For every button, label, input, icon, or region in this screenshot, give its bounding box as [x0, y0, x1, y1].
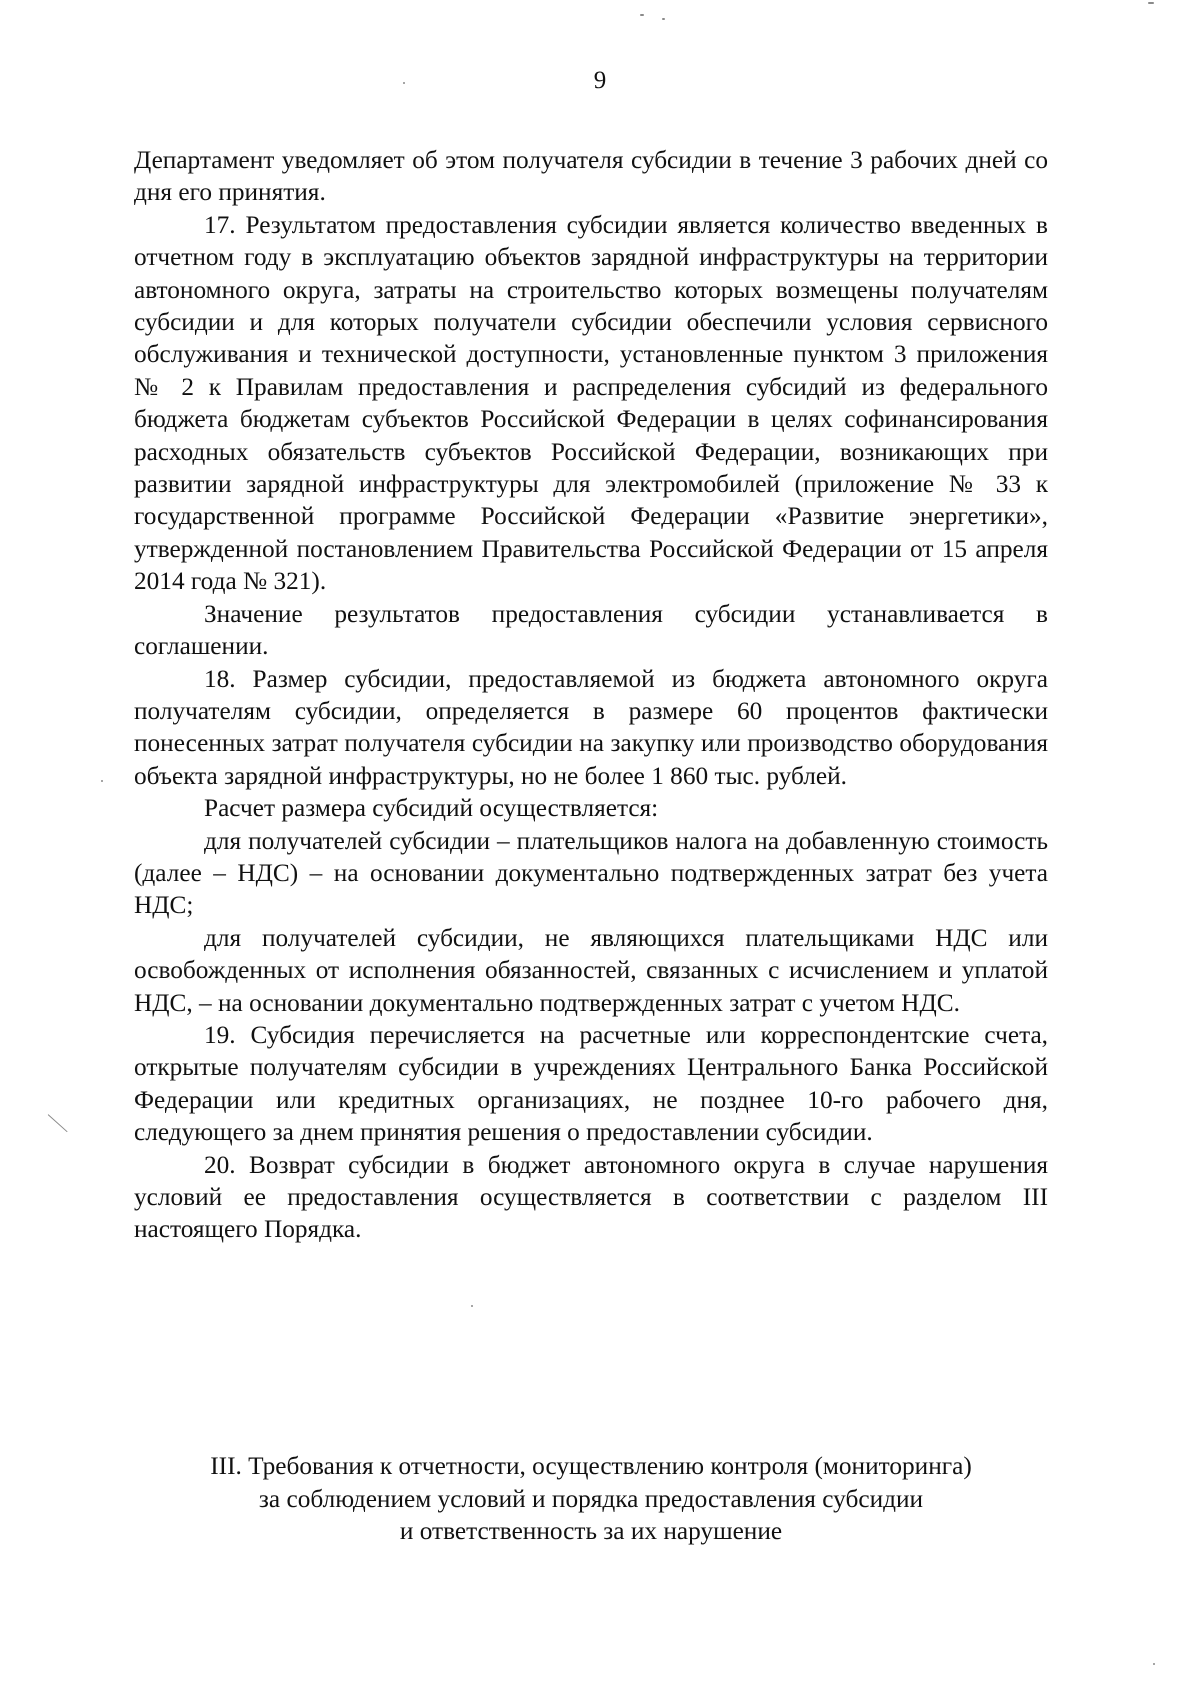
paragraph-18-vat-payers: для получателей субсидии – плательщиков налога на добавленную стоимость (далее – НДС) – на основании документально подтвержденных затрат без учета НДС;: [134, 826, 1048, 920]
section-heading-line-3: и ответственность за их нарушение: [399, 1517, 783, 1546]
document-body: [134, 144, 1048, 1246]
paragraph-20-return: 20. Возврат субсидии в бюджет автономного округа в случае нарушения условий ее предоставления осуществляется в соответствии с разделом III настоящего Порядка.: [134, 1150, 1048, 1244]
scan-speck: [640, 14, 644, 16]
section-heading-line-1: III. Требования к отчетности, осуществлению контроля (мониторинга): [210, 1452, 972, 1480]
scan-speck: [471, 1305, 473, 1307]
scan-speck: [1148, 2, 1154, 4]
scan-speck: [101, 780, 103, 782]
paragraph-18-amount: 18. Размер субсидии, предоставляемой из бюджета автономного округа получателям субсидии, определяется в размере 60 процентов фактически понесенных затрат получателя субсидии на закупку или производство оборудования объекта зарядной инфраструктуры, но не более 1 860 тыс. рублей.: [134, 664, 1048, 790]
paragraph-18-non-vat-payers: для получателей субсидии, не являющихся плательщиками НДС или освобожденных от исполнения обязанностей, связанных с исчислением и уплатой НДС, – на основании документально подтвержденных затрат с учетом НДС.: [134, 923, 1048, 1017]
paragraph-17-result: 17. Результатом предоставления субсидии является количество введенных в отчетном году в эксплуатацию объектов зарядной инфраструктуры на территории автономного округа, затраты на строительство которых возмещены получателям субсидии и для которых получатели субсидии обеспечили условия сервисного обслуживания и технической доступности, установленные пунктом 3 приложения № 2 к Правилам предоставления и распределения субсидий из федерального бюджета бюджетам субъектов Российской Федерации в целях софинансирования расходных обязательств субъектов Российской Федерации, возникающих при развитии зарядной инфраструктуры для электромобилей (приложение № 33 к государственной программе Российской Федерации «Развитие энергетики», утвержденной постановлением Правительства Российской Федерации от 15 апреля 2014 года № 321).: [134, 210, 1048, 596]
section-heading-line-2: за соблюдением условий и порядка предоставления субсидии: [258, 1484, 924, 1513]
scan-speck: [662, 18, 665, 20]
scan-speck: [48, 1114, 68, 1132]
paragraph-intro-continuation: Департамент уведомляет об этом получателя субсидии в течение 3 рабочих дней со дня его принятия.: [134, 146, 1048, 207]
page-number: 9: [593, 67, 607, 94]
paragraph-19-transfer: 19. Субсидия перечисляется на расчетные или корреспондентские счета, открытые получателям субсидии в учреждениях Центрального Банка Российской Федерации или кредитных организациях, не позднее 10-го рабочего дня, следующего за днем принятия решения о предоставлении субсидии.: [134, 1020, 1048, 1147]
scan-speck: [1153, 1663, 1155, 1665]
scan-speck: [403, 82, 405, 84]
section-heading: [134, 1450, 1048, 1548]
paragraph-17-value: Значение результатов предоставления субсидии устанавливается в соглашении.: [134, 599, 1048, 661]
paragraph-18-calculation: Расчет размера субсидий осуществляется:: [204, 794, 659, 823]
